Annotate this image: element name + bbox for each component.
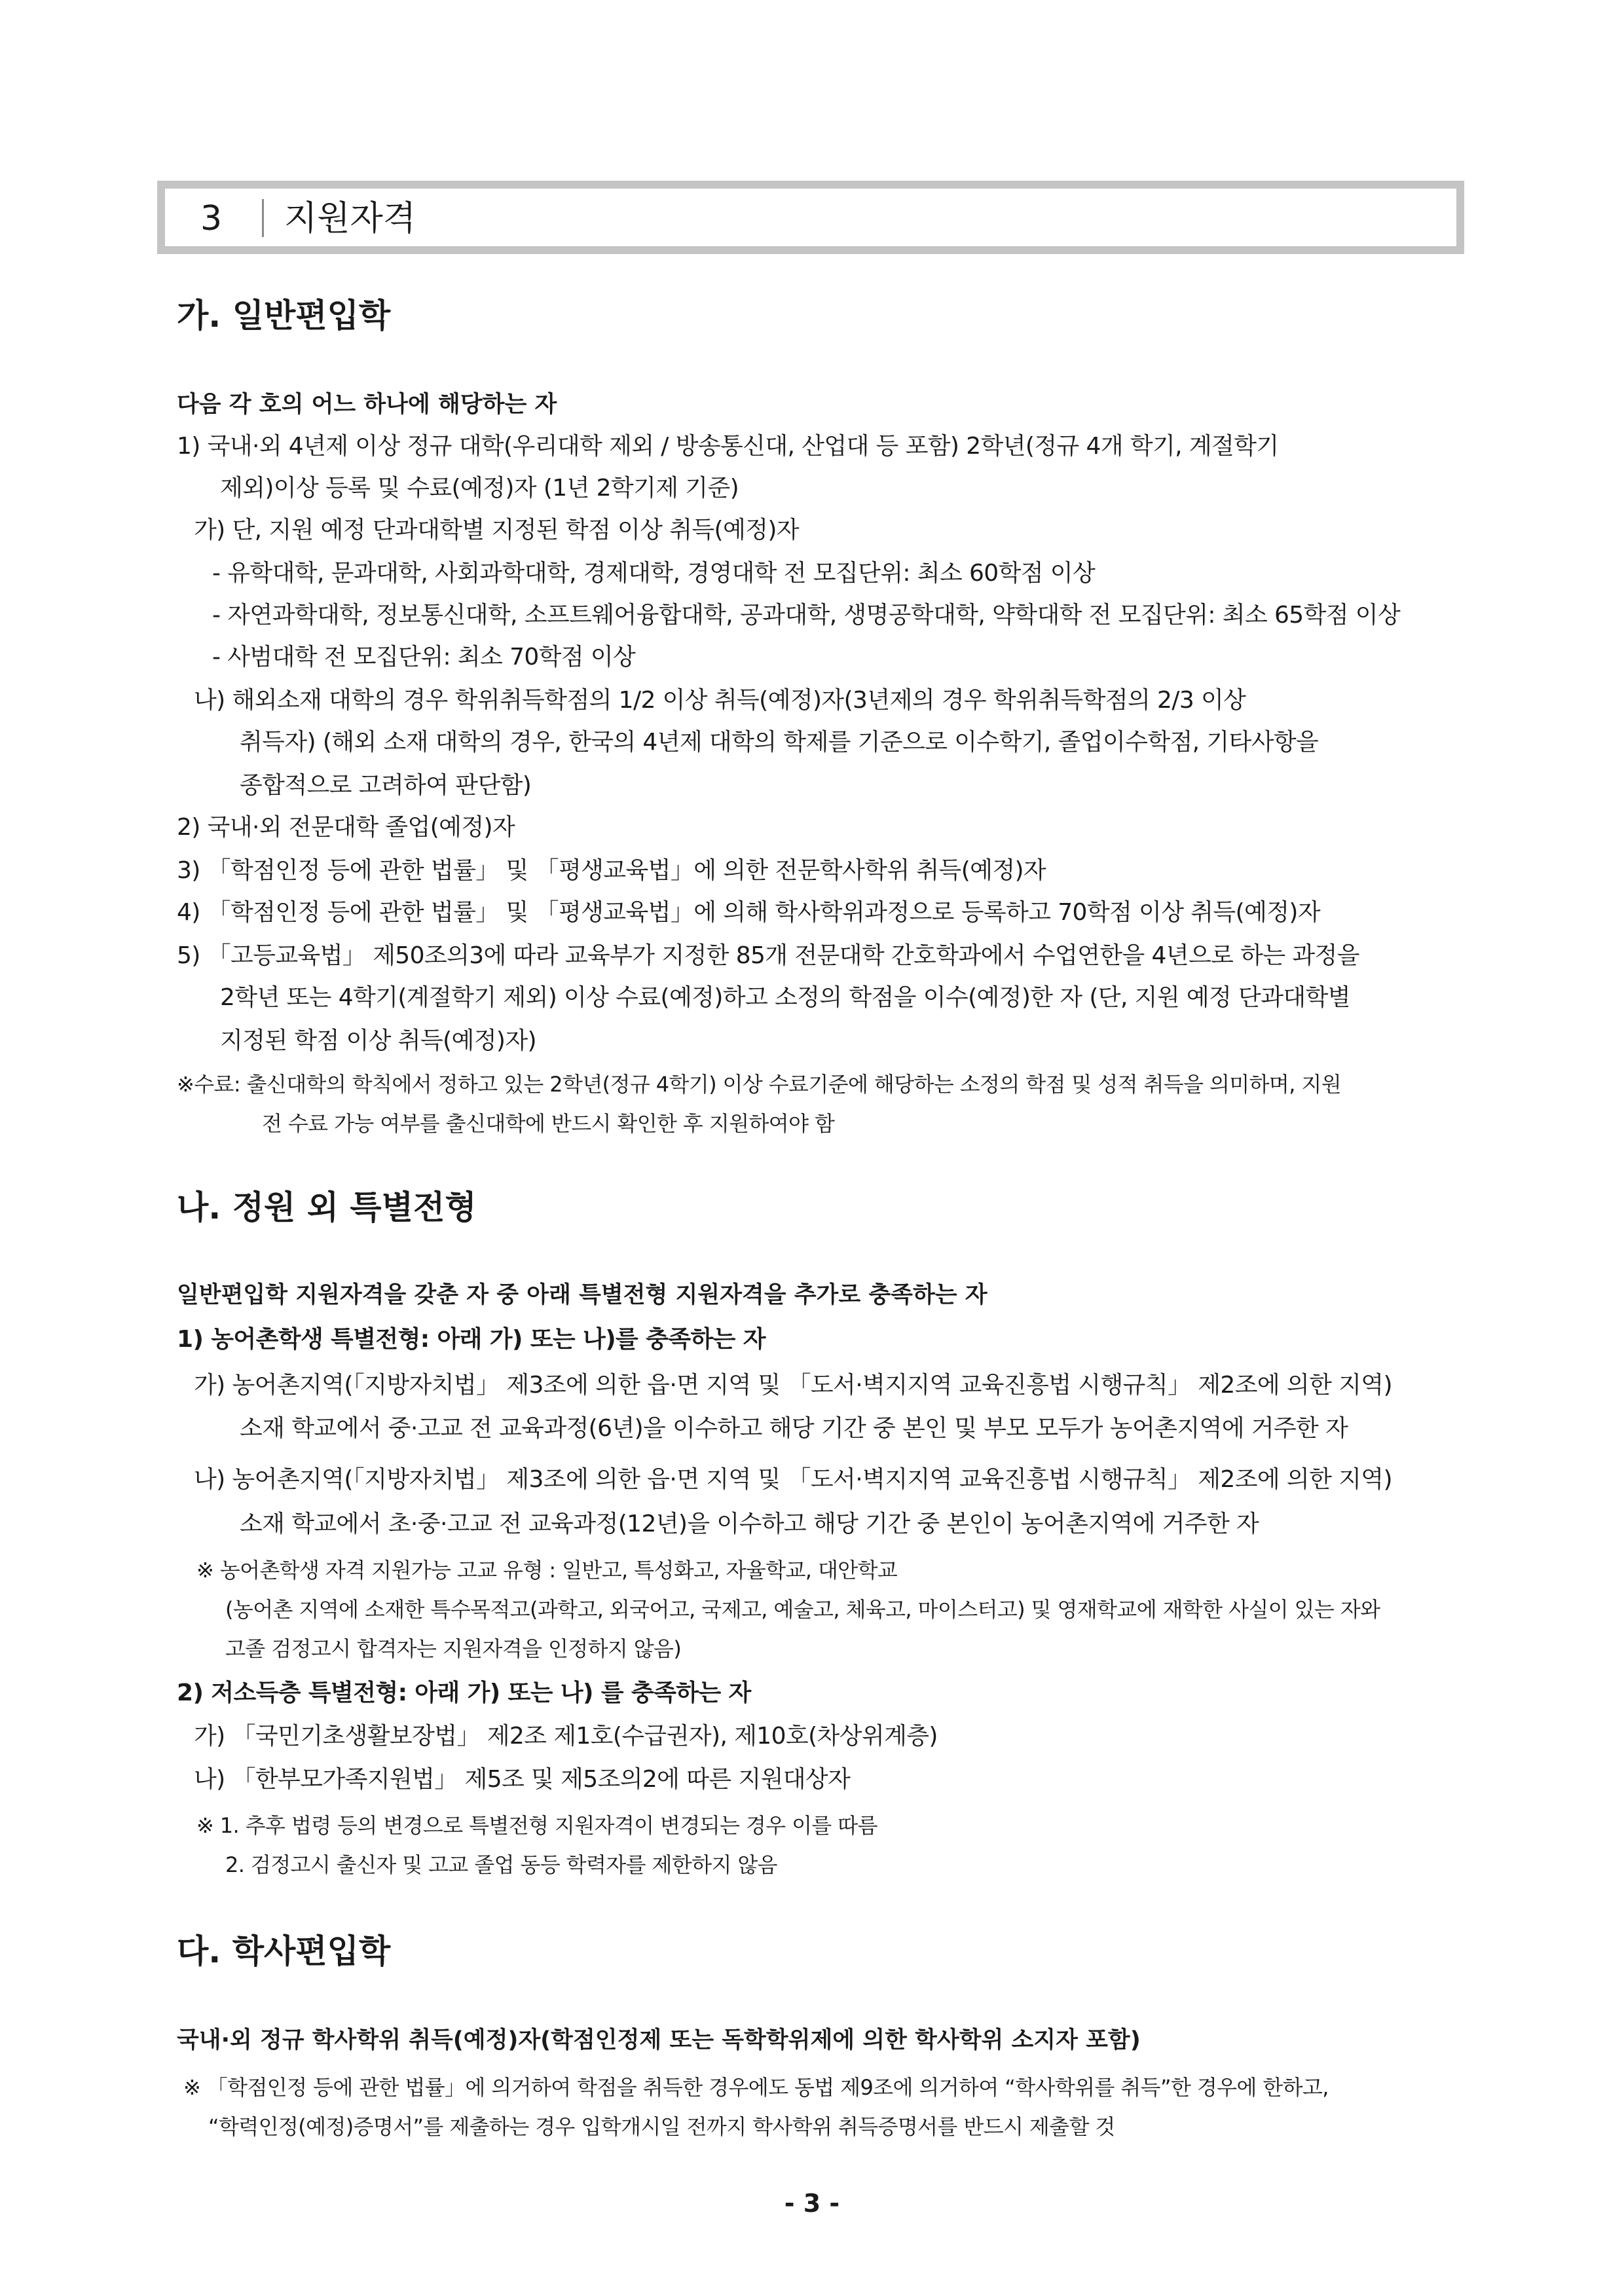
rural-note-1: ※ 농어촌학생 자격 지원가능 고교 유형 : 일반고, 특성화고, 자율학교, 대안학교 [196,1558,898,1583]
general-heading: 가. 일반편입학 [177,297,391,335]
section-number: 3 [200,199,223,238]
low-income-line-2: 나) 「한부모가족지원법」 제5조 및 제5조의2에 따른 지원대상자 [194,1766,851,1793]
page-number: - 3 - [784,2189,840,2218]
rural-note-2: (농어촌 지역에 소재한 특수목적고(과학고, 외국어고, 국제고, 예술고, 체육고, 마이스터고) 및 영재학교에 재학한 사실이 있는 자와 [225,1597,1380,1622]
bachelor-heading: 다. 학사편입학 [177,1932,391,1970]
section-title: 지원자격 [284,199,416,238]
general-intro: 다음 각 호의 어느 하나에 해당하는 자 [177,392,557,418]
rural-line-1: 가) 농어촌지역(「지방자치법」 제3조에 의한 읍·면 지역 및 「도서·벽지지역 교육진흥법 시행규칙」 제2조에 의한 지역) [194,1372,1392,1399]
low-income-note-1: ※ 1. 추후 법령 등의 변경으로 특별전형 지원자격이 변경되는 경우 이를 따름 [196,1813,877,1838]
low-income-line-1: 가) 「국민기초생활보장법」 제2조 제1호(수급권자), 제10호(차상위계층) [194,1723,938,1750]
general-line-1: 1) 국내·외 4년제 이상 정규 대학(우리대학 제외 / 방송통신대, 산업대 등 포함) 2학년(정규 4개 학기, 계절학기 [177,433,1279,460]
general-line-4: - 유학대학, 문과대학, 사회과학대학, 경제대학, 경영대학 전 모집단위: 최소 60학점 이상 [212,560,1096,587]
rural-note-3: 고졸 검정고시 합격자는 지원자격을 인정하지 않음) [225,1636,682,1661]
general-line-6: - 사범대학 전 모집단위: 최소 70학점 이상 [212,644,636,670]
special-intro: 일반편입학 지원자격을 갖춘 자 중 아래 특별전형 지원자격을 추가로 충족하는 자 [177,1282,987,1308]
general-line-2: 제외)이상 등록 및 수료(예정)자 (1년 2학기제 기준) [220,475,739,502]
general-note-1: ※수료: 출신대학의 학칙에서 정하고 있는 2학년(정규 4학기) 이상 수료기준에 해당하는 소정의 학점 및 성적 취득을 의미하며, 지원 [177,1072,1342,1097]
general-line-8: 취득자) (해외 소재 대학의 경우, 한국의 4년제 대학의 학제를 기준으로 이수학기, 졸업이수학점, 기타사항을 [240,729,1319,756]
section-header [157,181,1464,254]
rural-line-2: 소재 학교에서 중·고교 전 교육과정(6년)을 이수하고 해당 기간 중 본인 및 부모 모두가 농어촌지역에 거주한 자 [240,1415,1348,1442]
bachelor-intro: 국내·외 정규 학사학위 취득(예정)자(학점인정제 또는 독학학위제에 의한 학사학위 소지자 포함) [177,2027,1141,2053]
bachelor-note-2: “학력인정(예정)증명서”를 제출하는 경우 입학개시일 전까지 학사학위 취득증명서를 반드시 제출할 것 [208,2114,1115,2139]
general-line-7: 나) 해외소재 대학의 경우 학위취득학점의 1/2 이상 취득(예정)자(3년제의 경우 학위취득학점의 2/3 이상 [194,687,1246,714]
general-line-14: 2학년 또는 4학기(계절학기 제외) 이상 수료(예정)하고 소정의 학점을 이수(예정)한 자 (단, 지원 예정 단과대학별 [220,984,1350,1011]
rural-line-4: 소재 학교에서 초·중·고교 전 교육과정(12년)을 이수하고 해당 기간 중 본인이 농어촌지역에 거주한 자 [240,1511,1259,1537]
bachelor-note-1: ※ 「학점인정 등에 관한 법률」에 의거하여 학점을 취득한 경우에도 동법 제9조에 의거하여 “학사학위를 취득”한 경우에 한하고, [183,2075,1329,2100]
low-income-title: 2) 저소득층 특별전형: 아래 가) 또는 나) 를 충족하는 자 [177,1680,751,1706]
general-line-3: 가) 단, 지원 예정 단과대학별 지정된 학점 이상 취득(예정)자 [194,517,799,543]
general-line-10: 2) 국내·외 전문대학 졸업(예정)자 [177,814,515,841]
general-line-11: 3) 「학점인정 등에 관한 법률」 및 「평생교육법」에 의한 전문학사학위 취득(예정)자 [177,857,1046,884]
general-line-12: 4) 「학점인정 등에 관한 법률」 및 「평생교육법」에 의해 학사학위과정으로 등록하고 70학점 이상 취득(예정)자 [177,899,1321,926]
special-heading: 나. 정원 외 특별전형 [177,1188,477,1226]
section-divider [262,199,264,237]
general-note-2: 전 수료 가능 여부를 출신대학에 반드시 확인한 후 지원하여야 함 [262,1111,835,1136]
general-line-15: 지정된 학점 이상 취득(예정)자) [220,1027,536,1054]
rural-title: 1) 농어촌학생 특별전형: 아래 가) 또는 나)를 충족하는 자 [177,1326,766,1353]
general-line-13: 5) 「고등교육법」 제50조의3에 따라 교육부가 지정한 85개 전문대학 간호학과에서 수업연한을 4년으로 하는 과정을 [177,942,1359,969]
rural-line-3: 나) 농어촌지역(「지방자치법」 제3조에 의한 읍·면 지역 및 「도서·벽지지역 교육진흥법 시행규칙」 제2조에 의한 지역) [194,1466,1392,1493]
low-income-note-2: 2. 검정고시 출신자 및 고교 졸업 동등 학력자를 제한하지 않음 [225,1852,777,1877]
general-line-9: 종합적으로 고려하여 판단함) [240,772,532,799]
general-line-5: - 자연과학대학, 정보통신대학, 소프트웨어융합대학, 공과대학, 생명공학대학, 약학대학 전 모집단위: 최소 65학점 이상 [212,602,1401,629]
